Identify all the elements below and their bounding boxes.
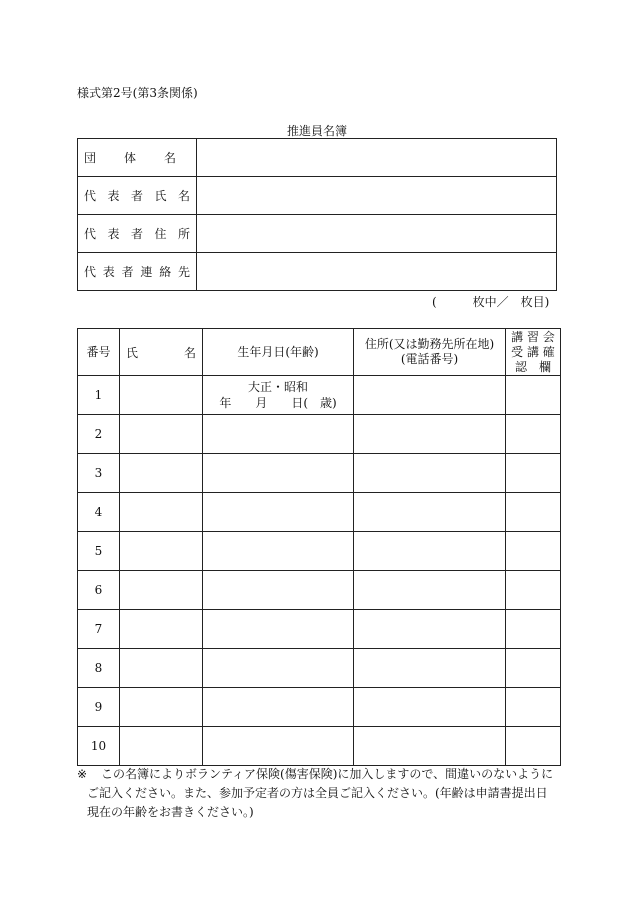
col-header-name: 氏 名 (120, 329, 203, 376)
table-row (78, 649, 561, 688)
name-cell[interactable] (120, 493, 203, 532)
course-check-cell[interactable] (506, 649, 561, 688)
course-check-cell[interactable] (506, 376, 561, 415)
name-cell[interactable] (120, 571, 203, 610)
birth-format-label: 年 月 日( 歳) (219, 396, 337, 410)
birthdate-cell[interactable] (203, 649, 354, 688)
address-cell[interactable] (354, 376, 506, 415)
org-name-row (78, 139, 557, 177)
row-number: 6 (78, 571, 120, 610)
address-cell[interactable] (354, 688, 506, 727)
rep-address-row (78, 215, 557, 253)
members-header-row (78, 329, 561, 376)
rep-contact-field[interactable] (197, 253, 557, 291)
footnote-mark: ※ (77, 767, 88, 781)
sheet-count: ( 枚中／ 枚目) (432, 295, 550, 309)
rep-address-field[interactable] (197, 215, 557, 253)
birthdate-cell[interactable] (203, 727, 354, 766)
name-cell[interactable] (120, 376, 203, 415)
name-cell[interactable] (120, 454, 203, 493)
birthdate-cell[interactable] (203, 415, 354, 454)
address-cell[interactable] (354, 493, 506, 532)
footnote (77, 765, 557, 822)
course-check-cell[interactable] (506, 532, 561, 571)
birthdate-cell[interactable] (203, 571, 354, 610)
row-number: 2 (78, 415, 120, 454)
rep-name-row (78, 177, 557, 215)
course-check-cell[interactable] (506, 493, 561, 532)
name-cell[interactable] (120, 610, 203, 649)
row-number: 7 (78, 610, 120, 649)
address-cell[interactable] (354, 532, 506, 571)
name-cell[interactable] (120, 649, 203, 688)
table-row (78, 415, 561, 454)
row-number: 4 (78, 493, 120, 532)
rep-contact-label: 代 表 者 連 絡 先 (78, 253, 197, 291)
row-number: 9 (78, 688, 120, 727)
course-check-cell[interactable] (506, 415, 561, 454)
col-header-birthdate: 生年月日(年齢) (203, 329, 354, 376)
course-check-cell[interactable] (506, 727, 561, 766)
table-row (78, 727, 561, 766)
rep-name-label: 代 表 者 氏 名 (78, 177, 197, 215)
address-cell[interactable] (354, 649, 506, 688)
course-check-cell[interactable] (506, 454, 561, 493)
row-number: 8 (78, 649, 120, 688)
address-cell[interactable] (354, 610, 506, 649)
table-row (78, 376, 561, 415)
name-cell[interactable] (120, 688, 203, 727)
row-number: 1 (78, 376, 120, 415)
birthdate-cell[interactable] (203, 376, 354, 415)
rep-contact-row (78, 253, 557, 291)
table-row (78, 454, 561, 493)
row-number: 3 (78, 454, 120, 493)
row-number: 5 (78, 532, 120, 571)
birthdate-cell[interactable] (203, 454, 354, 493)
table-row (78, 688, 561, 727)
form-code: 様式第2号(第3条関係) (77, 86, 198, 100)
rep-address-label: 代 表 者 住 所 (78, 215, 197, 253)
footnote-text: この名簿によりボランティア保険(傷害保険)に加入しますので、間違いのないようにご記入ください。また、参加予定者の方は全員ご記入ください。(年齢は申請書提出日現在の年齢をお書きください。) (87, 767, 554, 819)
table-row (78, 571, 561, 610)
address-cell[interactable] (354, 571, 506, 610)
course-check-cell[interactable] (506, 688, 561, 727)
birthdate-cell[interactable] (203, 610, 354, 649)
birth-era-label: 大正・昭和 (247, 380, 308, 394)
col-header-address: 住所(又は勤務先所在地) (電話番号) (354, 329, 506, 376)
table-row (78, 610, 561, 649)
name-cell[interactable] (120, 727, 203, 766)
course-check-cell[interactable] (506, 610, 561, 649)
table-row (78, 493, 561, 532)
organization-table (77, 138, 557, 291)
birthdate-cell[interactable] (203, 688, 354, 727)
org-name-label: 団 体 名 (78, 139, 197, 177)
org-name-field[interactable] (197, 139, 557, 177)
course-check-cell[interactable] (506, 571, 561, 610)
rep-name-field[interactable] (197, 177, 557, 215)
col-header-number: 番号 (78, 329, 120, 376)
document-title: 推進員名簿 (286, 124, 347, 138)
col-header-course-check: 講 習 会 受 講 確 認 欄 (506, 329, 561, 376)
birthdate-cell[interactable] (203, 532, 354, 571)
members-table (77, 328, 561, 766)
address-cell[interactable] (354, 415, 506, 454)
name-cell[interactable] (120, 532, 203, 571)
row-number: 10 (78, 727, 120, 766)
birthdate-cell[interactable] (203, 493, 354, 532)
address-cell[interactable] (354, 727, 506, 766)
table-row (78, 532, 561, 571)
name-cell[interactable] (120, 415, 203, 454)
address-cell[interactable] (354, 454, 506, 493)
